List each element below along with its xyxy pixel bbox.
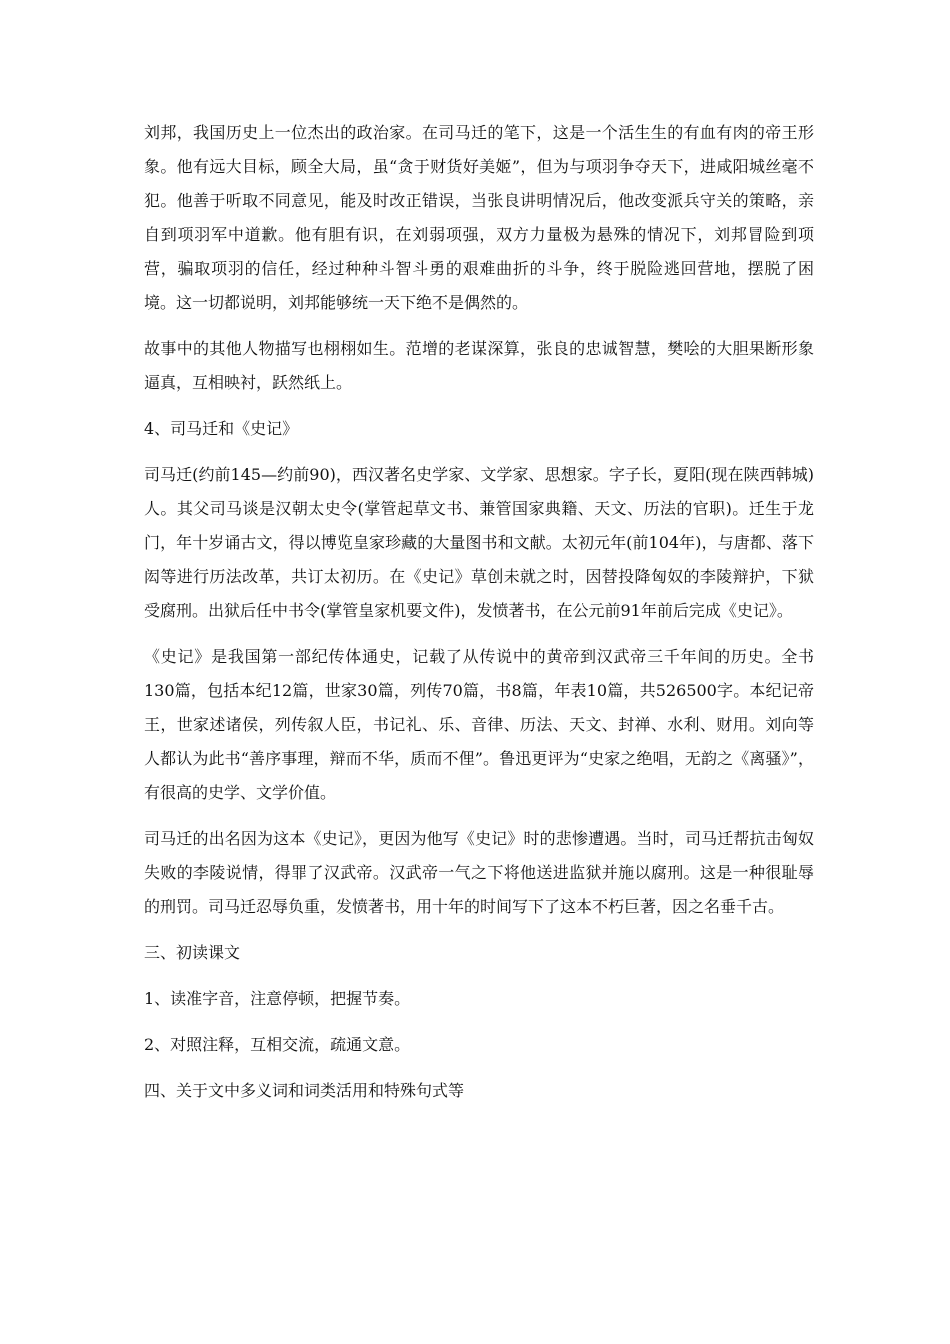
paragraph-shiji-intro: 《史记》是我国第一部纪传体通史，记载了从传说中的黄帝到汉武帝三千年间的历史。全书130篇，包括本纪12篇，世家30篇，列传70篇，书8篇，年表10篇，共526500字。本纪记帝王，世家述诸侯，列传叙人臣，书记礼、乐、音律、历法、天文、封禅、水利、财用。刘向等人都认为此书“善序事理，辩而不华，质而不俚”。鲁迅更评为“史家之绝唱，无韵之《离骚》”，有很高的史学、文学价值。 (144, 647, 814, 802)
list-item-pronunciation: 1、读准字音，注意停顿，把握节奏。 (144, 989, 411, 1008)
paragraph-liu-bang: 刘邦，我国历史上一位杰出的政治家。在司马迁的笔下，这是一个活生生的有血有肉的帝王形象。他有远大目标，顾全大局，虽“贪于财货好美姬”，但为与项羽争夺天下，进咸阳城丝毫不犯。他善于听取不同意见，能及时改正错误，当张良讲明情况后，他改变派兵守关的策略，亲自到项羽军中道歉。他有胆有识，在刘弱项强，双方力量极为悬殊的情况下，刘邦冒险到项营，骗取项羽的信任，经过种种斗智斗勇的艰难曲折的斗争，终于脱险逃回营地，摆脱了困境。这一切都说明，刘邦能够统一天下绝不是偶然的。 (144, 123, 814, 312)
paragraph-sima-qian-fame: 司马迁的出名因为这本《史记》，更因为他写《史记》时的悲惨遭遇。当时，司马迁帮抗击匈奴失败的李陵说情，得罪了汉武帝。汉武帝一气之下将他送进监狱并施以腐刑。这是一种很耻辱的刑罚。司马迁忍辱负重，发愤著书，用十年的时间写下了这本不朽巨著，因之名垂千古。 (144, 829, 814, 916)
paragraph-sima-qian-bio: 司马迁(约前145—约前90)，西汉著名史学家、文学家、思想家。字子长，夏阳(现在陕西韩城)人。其父司马谈是汉朝太史令(掌管起草文书、兼管国家典籍、天文、历法的官职)。迁生于龙门，年十岁诵古文，得以博览皇家珍藏的大量图书和文献。太初元年(前104年)，与唐都、落下闳等进行历法改革，共订太初历。在《史记》草创未就之时，因替投降匈奴的李陵辩护，下狱受腐刑。出狱后任中书令(掌管皇家机要文件)，发愤著书，在公元前91年前后完成《史记》。 (144, 465, 814, 620)
heading-sima-qian-and-shiji: 4、司马迁和《史记》 (144, 419, 299, 438)
document-page (144, 116, 814, 1120)
paragraph-other-characters: 故事中的其他人物描写也栩栩如生。范增的老谋深算，张良的忠诚智慧，樊哙的大胆果断形象逼真，互相映衬，跃然纸上。 (144, 339, 814, 392)
heading-polysemy-and-syntax: 四、关于文中多义词和词类活用和特殊句式等 (144, 1081, 465, 1100)
list-item-annotations: 2、对照注释，互相交流，疏通文意。 (144, 1035, 411, 1054)
heading-first-reading: 三、初读课文 (144, 943, 241, 962)
